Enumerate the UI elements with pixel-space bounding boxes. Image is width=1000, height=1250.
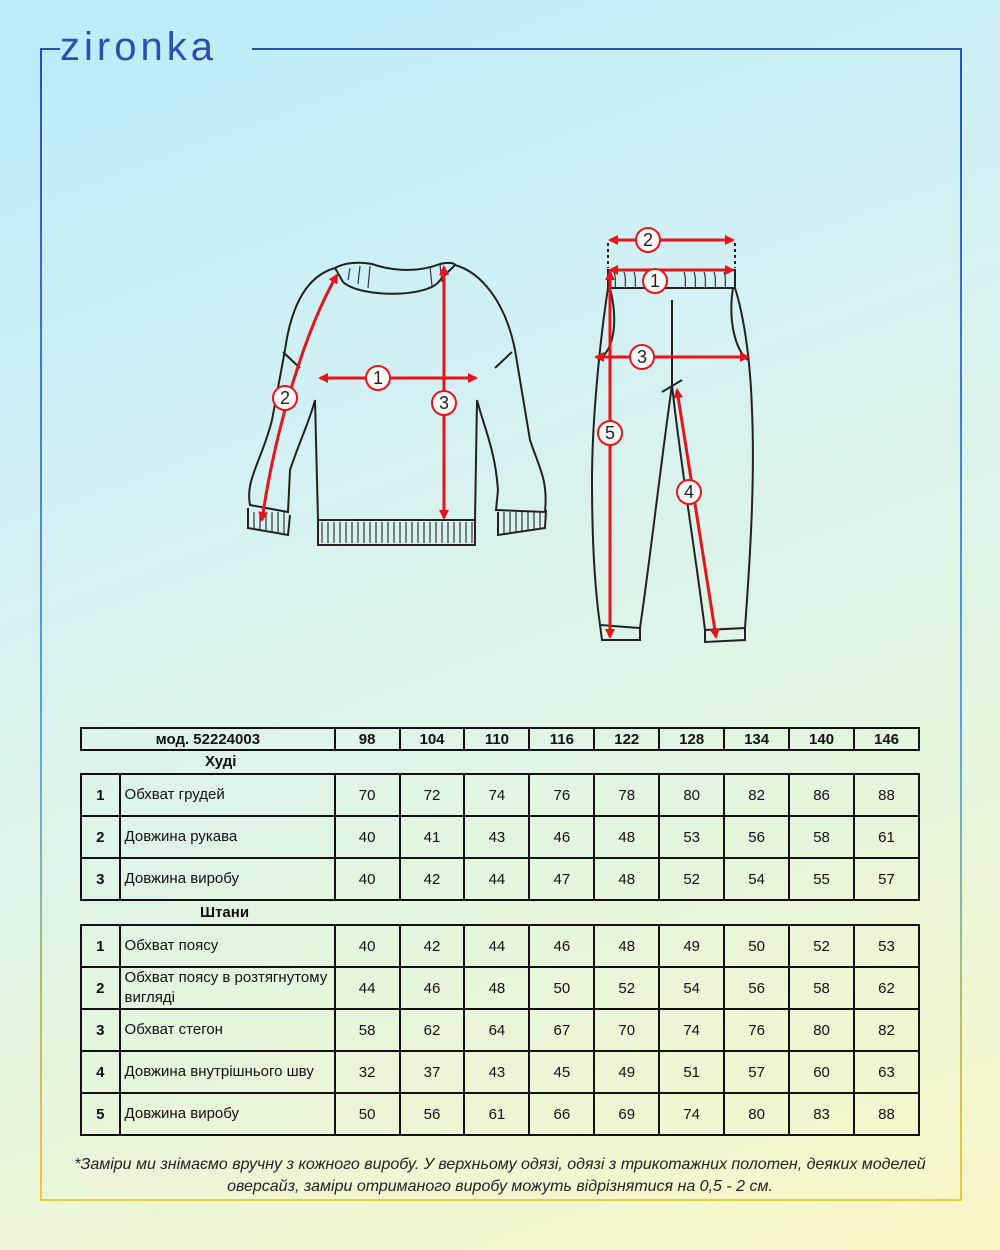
pants-label-4: 4 [683,482,695,502]
value-cell: 48 [594,925,659,967]
pants-label-2: 2 [642,230,654,250]
table-row [81,858,919,900]
value-cell: 44 [464,925,529,967]
table-row [81,967,919,1009]
pants-label-1: 1 [649,271,661,291]
value-cell: 76 [724,1009,789,1051]
size-cell: 146 [854,728,919,750]
value-cell: 78 [594,774,659,816]
value-cell: 48 [594,816,659,858]
hoodie-markers [273,366,456,415]
value-cell: 46 [529,925,594,967]
value-cell: 52 [789,925,854,967]
value-cell: 60 [789,1051,854,1093]
value-cell: 82 [724,774,789,816]
value-cell: 40 [335,816,400,858]
value-cell: 44 [335,967,400,1009]
table-row [81,816,919,858]
value-cell: 49 [594,1051,659,1093]
size-cell: 134 [724,728,789,750]
value-cell: 37 [400,1051,465,1093]
hoodie-label-1: 1 [372,368,384,388]
table-row [81,1093,919,1135]
table-row [81,1051,919,1093]
model-label: мод. 52224003 [81,728,335,750]
value-cell: 72 [400,774,465,816]
section-title-hoodie: Худі [205,753,237,770]
value-cell: 43 [464,1051,529,1093]
size-cell: 110 [464,728,529,750]
frame-bottom [40,1199,962,1201]
pants-waist-shirring [614,272,726,288]
value-cell: 55 [789,858,854,900]
value-cell: 80 [724,1093,789,1135]
hoodie-label-3: 3 [438,393,450,413]
value-cell: 40 [335,858,400,900]
footnote: *Заміри ми знімаємо вручну з кожного виробу. У верхньому одязі, одязі з трикотажних полотен, деяких моделей оверсайз, заміри отриманого виробу можуть відрізнятися на 0,5 - 2 см. [74,1156,926,1195]
value-cell: 45 [529,1051,594,1093]
value-cell: 50 [724,925,789,967]
size-cell: 122 [594,728,659,750]
value-cell: 54 [724,858,789,900]
value-cell: 54 [659,967,724,1009]
table-row [81,1009,919,1051]
value-cell: 86 [789,774,854,816]
value-cell: 52 [594,967,659,1009]
size-cell: 104 [400,728,465,750]
value-cell: 70 [594,1009,659,1051]
value-cell: 69 [594,1093,659,1135]
value-cell: 46 [400,967,465,1009]
value-cell: 63 [854,1051,919,1093]
value-cell: 67 [529,1009,594,1051]
size-cell: 98 [335,728,400,750]
size-cell: 140 [789,728,854,750]
row-number: 1 [81,925,120,967]
row-number: 5 [81,1093,120,1135]
pants-measure-table [80,924,920,1136]
value-cell: 82 [854,1009,919,1051]
table-row [81,925,919,967]
value-cell: 32 [335,1051,400,1093]
value-cell: 52 [659,858,724,900]
pants-label-5: 5 [604,423,616,443]
value-cell: 40 [335,925,400,967]
value-cell: 50 [529,967,594,1009]
value-cell: 88 [854,774,919,816]
pants-label-3: 3 [636,347,648,367]
value-cell: 49 [659,925,724,967]
measure-name: Обхват стегон [120,1009,335,1051]
measure-name: Довжина рукава [120,816,335,858]
value-cell: 53 [854,925,919,967]
value-cell: 53 [659,816,724,858]
value-cell: 42 [400,858,465,900]
row-number: 1 [81,774,120,816]
value-cell: 58 [789,967,854,1009]
size-cell: 128 [659,728,724,750]
value-cell: 58 [789,816,854,858]
row-number: 2 [81,816,120,858]
value-cell: 47 [529,858,594,900]
value-cell: 56 [724,967,789,1009]
value-cell: 61 [464,1093,529,1135]
value-cell: 74 [464,774,529,816]
value-cell: 80 [659,774,724,816]
value-cell: 46 [529,816,594,858]
value-cell: 88 [854,1093,919,1135]
hoodie-measure-table [80,773,920,901]
size-header-table [80,727,920,751]
size-cell: 116 [529,728,594,750]
value-cell: 57 [724,1051,789,1093]
value-cell: 41 [400,816,465,858]
measure-name: Обхват поясу в розтягнутому вигляді [120,967,335,1009]
measure-name: Довжина внутрішнього шву [120,1051,335,1093]
value-cell: 57 [854,858,919,900]
value-cell: 43 [464,816,529,858]
measure-name: Обхват грудей [120,774,335,816]
value-cell: 62 [854,967,919,1009]
value-cell: 44 [464,858,529,900]
row-number: 2 [81,967,120,1009]
measure-name: Довжина виробу [120,858,335,900]
value-cell: 74 [659,1009,724,1051]
measure-name: Довжина виробу [120,1093,335,1135]
value-cell: 62 [400,1009,465,1051]
value-cell: 56 [724,816,789,858]
hoodie-label-2: 2 [279,388,291,408]
value-cell: 42 [400,925,465,967]
value-cell: 66 [529,1093,594,1135]
value-cell: 64 [464,1009,529,1051]
value-cell: 70 [335,774,400,816]
table-row [81,774,919,816]
row-number: 3 [81,1009,120,1051]
value-cell: 51 [659,1051,724,1093]
value-cell: 50 [335,1093,400,1135]
row-number: 3 [81,858,120,900]
value-cell: 74 [659,1093,724,1135]
value-cell: 58 [335,1009,400,1051]
value-cell: 61 [854,816,919,858]
value-cell: 56 [400,1093,465,1135]
value-cell: 48 [594,858,659,900]
value-cell: 76 [529,774,594,816]
brand-logo: zironka [60,25,217,69]
row-number: 4 [81,1051,120,1093]
value-cell: 80 [789,1009,854,1051]
section-title-pants: Штани [200,904,250,921]
measure-name: Обхват поясу [120,925,335,967]
value-cell: 83 [789,1093,854,1135]
value-cell: 48 [464,967,529,1009]
